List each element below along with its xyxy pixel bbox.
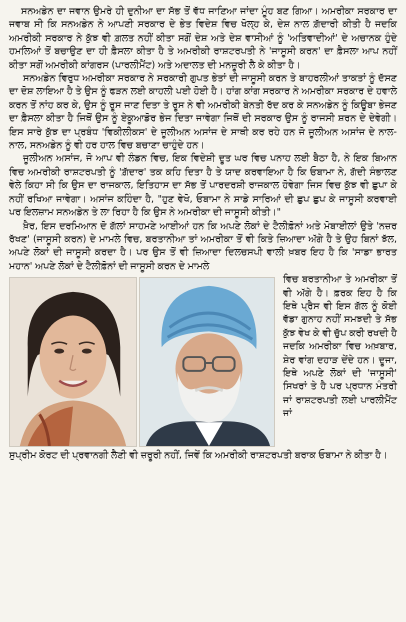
- article-paragraph: ਸੁਪ੍ਰੀਮ ਕੋਰਟ ਦੀ ਪ੍ਰਵਾਨਗੀ ਲੈਣੀ ਵੀ ਜ਼ਰੂਰੀ ਨਹੀਂ, ਜਿਵੇਂ ਕਿ ਅਮਰੀਕੀ ਰਾਸ਼ਟਰਪਤੀ ਬਰਾਕ ਓਬਾਮਾ ਨੇ ਕੀਤਾ ਹੈ।: [9, 450, 388, 462]
- woman-portrait-photo: [9, 277, 137, 447]
- man-in-blue-turban-portrait-photo: [139, 277, 275, 447]
- article-paragraph: ਜੂਲੀਅਨ ਅਸਾਂਜ, ਜੋ ਆਪ ਵੀ ਲੰਡਨ ਵਿਚ, ਇਕ ਵਿਦੇਸ਼ੀ ਦੂਤ ਘਰ ਵਿਚ ਪਨਾਹ ਲਈ ਬੈਠਾ ਹੈ, ਨੇ ਇਕ ਬਿਆਨ ਵਿਚ ਅਮਰੀਕੀ ਰਾਸ਼ਟਰਪਤੀ ਨੂੰ 'ਗ਼ੱਦਾਰ' ਤਕ ਕਹਿ ਦਿਤਾ ਹੈ ਤੇ ਯਾਦ ਕਰਵਾਇਆ ਹੈ ਕਿ ਓਬਾਮਾ ਨੇ, ਗੱਦੀ ਸੰਭਾਲਣ ਵੇਲੇ ਕਿਹਾ ਸੀ ਕਿ ਉਸ ਦਾ ਰਾਜਕਾਲ, ਇਤਿਹਾਸ ਦਾ ਸੱਭ ਤੋਂ ਪਾਰਦਰਸ਼ੀ ਰਾਜਕਾਲ ਹੋਵੇਗਾ ਜਿਸ ਵਿਚ ਕੁੱਝ ਵੀ ਛੁਪਾ ਕੇ ਨਹੀਂ ਰਖਿਆ ਜਾਵੇਗਾ। ਅਸਾਂਜ ਕਹਿੰਦਾ ਹੈ, "ਹੁਣ ਵੇਖੋ, ਓਬਾਮਾ ਨੇ ਸਾਡੇ ਸਾਰਿਆਂ ਦੀ ਛੁਪ ਛੁਪ ਕੇ ਜਾਸੂਸੀ ਕਰਵਾਈ ਪਰ ਇਲਜ਼ਾਮ ਸਨਅਡੇਨ ਤੇ ਲਾ ਰਿਹਾ ਹੈ ਕਿ ਉਸ ਨੇ ਅਮਰੀਕਾ ਦੀ ਜਾਸੂਸੀ ਕੀਤੀ।": [9, 153, 397, 219]
- article-photos: [9, 277, 275, 447]
- article-paragraph: ਸਨਅਡੇਨ ਵਿਰੁਧ ਅਮਰੀਕਾ ਸਰਕਾਰ ਨੇ ਸਰਕਾਰੀ ਗੁਪਤ ਭੇਤਾਂ ਦੀ ਜਾਸੂਸੀ ਕਰਨ ਤੇ ਬਾਹਰਲੀਆਂ ਤਾਕਤਾਂ ਨੂੰ ਦੱਸਣ ਦਾ ਦੋਸ਼ ਲਾਇਆ ਹੈ ਤੇ ਉਸ ਨੂੰ ਫੜਨ ਲਈ ਕਾਹਲੀ ਪਈ ਹੋਈ ਹੈ। ਹਾਂਗ ਕਾਂਗ ਸਰਕਾਰ ਨੇ ਅਮਰੀਕਾ ਸਰਕਾਰ ਦੇ ਹਵਾਲੇ ਕਰਨ ਤੋਂ ਨਾਂਹ ਕਰ ਕੇ, ਉਸ ਨੂੰ ਰੂਸ ਜਾਣ ਦਿਤਾ ਤੇ ਰੂਸ ਨੇ ਵੀ ਅਮਰੀਕੀ ਬੇਨਤੀ ਰੱਦ ਕਰ ਕੇ ਸਨਅਡੇਨ ਨੂੰ ਕਿਊਬਾ ਭੇਜਣ ਦਾ ਫ਼ੈਸਲਾ ਕੀਤਾ ਹੈ ਜਿਥੋਂ ਉਸ ਨੂੰ ਏਕੂਆਡੋਰ ਭੇਜ ਦਿਤਾ ਜਾਵੇਗਾ ਜਿਥੋਂ ਦੀ ਸਰਕਾਰ ਉਸ ਨੂੰ ਰਾਜਸੀ ਸ਼ਰਨ ਦੇ ਦੇਵੇਗੀ। ਇਸ ਸਾਰੇ ਕੁੱਝ ਦਾ ਪ੍ਰਬੰਧ 'ਵਿਕੀਲੀਕਸ' ਦੇ ਜੂਲੀਅਨ ਅਸਾਂਜ ਦੇ ਸਾਥੀ ਕਰ ਰਹੇ ਹਨ ਜੋ ਜੂਲੀਅਨ ਅਸਾਂਜ ਦੇ ਨਾਲ-ਨਾਲ, ਸਨਅਡੇਨ ਨੂੰ ਵੀ ਹਰ ਹਾਲ ਵਿਚ ਬਚਾਣਾ ਚਾਹੁੰਦੇ ਹਨ।: [9, 73, 397, 152]
- article-paragraph: ਸਨਅਡੇਨ ਦਾ ਜਵਾਨ ਉਮਰੇ ਹੀ ਦੁਨੀਆ ਦਾ ਸੱਭ ਤੋਂ ਵੱਧ ਜਾਣਿਆ ਜਾਂਦਾ ਮੂੰਹ ਬਣ ਗਿਆ। ਅਮਰੀਕਾ ਸਰਕਾਰ ਦਾ ਜਵਾਬ ਸੀ ਕਿ ਸਨਅਡੇਨ ਨੇ ਆਪਣੀ ਸਰਕਾਰ ਦੇ ਭੇਤ ਵਿਦੇਸ਼ ਵਿਚ ਖੋਲ੍ਹ ਕੇ, ਦੇਸ਼ ਨਾਲ ਗ਼ੱਦਾਰੀ ਕੀਤੀ ਹੈ ਜਦਕਿ ਅਮਰੀਕੀ ਸਰਕਾਰ ਨੇ ਕੁੱਝ ਵੀ ਗ਼ਲਤ ਨਹੀਂ ਕੀਤਾ ਸਗੋਂ ਦੇਸ਼ ਅਤੇ ਦੇਸ਼ ਵਾਸੀਆਂ ਨੂੰ 'ਅਤਿਵਾਦੀਆਂ' ਦੇ ਅਚਾਨਕ ਹੁੰਦੇ ਹਮਲਿਆਂ ਤੋਂ ਬਚਾਉਣ ਦਾ ਹੀ ਫ਼ੈਸਲਾ ਕੀਤਾ ਹੈ ਤੇ ਅਮਰੀਕੀ ਰਾਸ਼ਟਰਪਤੀ ਨੇ 'ਜਾਸੂਸੀ ਕਰਨ' ਦਾ ਫ਼ੈਸਲਾ ਆਪ ਨਹੀਂ ਕੀਤਾ ਸਗੋਂ ਅਮਰੀਕੀ ਕਾਂਗਰਸ (ਪਾਰਲੀਮੈਂਟ) ਅਤੇ ਅਦਾਲਤ ਦੀ ਮਨਜ਼ੂਰੀ ਲੈ ਕੇ ਕੀਤਾ ਹੈ।: [9, 6, 397, 71]
- article-paragraph: ਵਿਚ ਬਰਤਾਨੀਆ ਤੇ ਅਮਰੀਕਾ ਤੋਂ ਵੀ ਅੱਗੇ ਹੈ। ਫ਼ਰਕ ਇਹ ਹੈ ਕਿ ਇਥੇ ਪ੍ਰੈਸ ਵੀ ਇਸ ਗੱਲ ਨੂੰ ਕੋਈ ਵੱਡਾ ਗੁਨਾਹ ਨਹੀਂ ਸਮਝਦੀ ਤੇ ਸੱਭ ਕੁੱਝ ਵੇਖ ਕੇ ਵੀ ਚੁੱਪ ਕਰੀ ਰਖਦੀ ਹੈ ਜਦਕਿ ਅਮਰੀਕਾ ਵਿਚ ਅਖ਼ਬਾਰ, ਸ਼ੇਰ ਵਾਂਗ ਦਹਾੜ ਦੇਂਦੇ ਹਨ। ਦੂਜਾ, ਇਥੇ ਅਪਣੇ ਲੋਕਾਂ ਦੀ 'ਜਾਸੂਸੀ' ਸਿਖਰਾਂ ਤੇ ਹੈ ਪਰ ਪ੍ਰਧਾਨ ਮੰਤਰੀ ਜਾਂ ਰਾਸ਼ਟਰਪਤੀ ਲਈ ਪਾਰਲੀਮੈਂਟ ਜਾਂ: [283, 274, 397, 420]
- article-paragraph: ਖ਼ੈਰ, ਇਸ ਦਰਮਿਆਨ ਦੋ ਗੱਲਾਂ ਸਾਹਮਣੇ ਆਈਆਂ ਹਨ ਕਿ ਅਪਣੇ ਲੋਕਾਂ ਦੇ ਟੈਲੀਫ਼ੋਨਾਂ ਅਤੇ ਮੋਬਾਈਲਾਂ ਉਤੇ 'ਨਜ਼ਰ ਰੱਖਣ' (ਜਾਸੂਸੀ ਕਰਨ) ਦੇ ਮਾਮਲੇ ਵਿਚ, ਬਰਤਾਨੀਆ ਤਾਂ ਅਮਰੀਕਾ ਤੋਂ ਵੀ ਕਿਤੇ ਜ਼ਿਆਦਾ ਅੱਗੇ ਹੈ ਤੇ ਉਹ ਬਿਨਾਂ ਝੱਲ, ਅਪਣੇ ਲੋਕਾਂ ਦੀ ਜਾਸੂਸੀ ਕਰਦਾ ਹੈ। ਪਰ ਉਸ ਤੋਂ ਵੀ ਜ਼ਿਆਦਾ ਦਿਲਚਸਪੀ ਵਾਲੀ ਖ਼ਬਰ ਇਹ ਹੈ ਕਿ 'ਸਾਡਾ ਭਾਰਤ ਮਹਾਨ' ਅਪਣੇ ਲੋਕਾਂ ਦੇ ਟੈਲੀਫ਼ੋਨਾਂ ਦੀ ਜਾਸੂਸੀ ਕਰਨ ਦੇ ਮਾਮਲੇ: [9, 220, 397, 272]
